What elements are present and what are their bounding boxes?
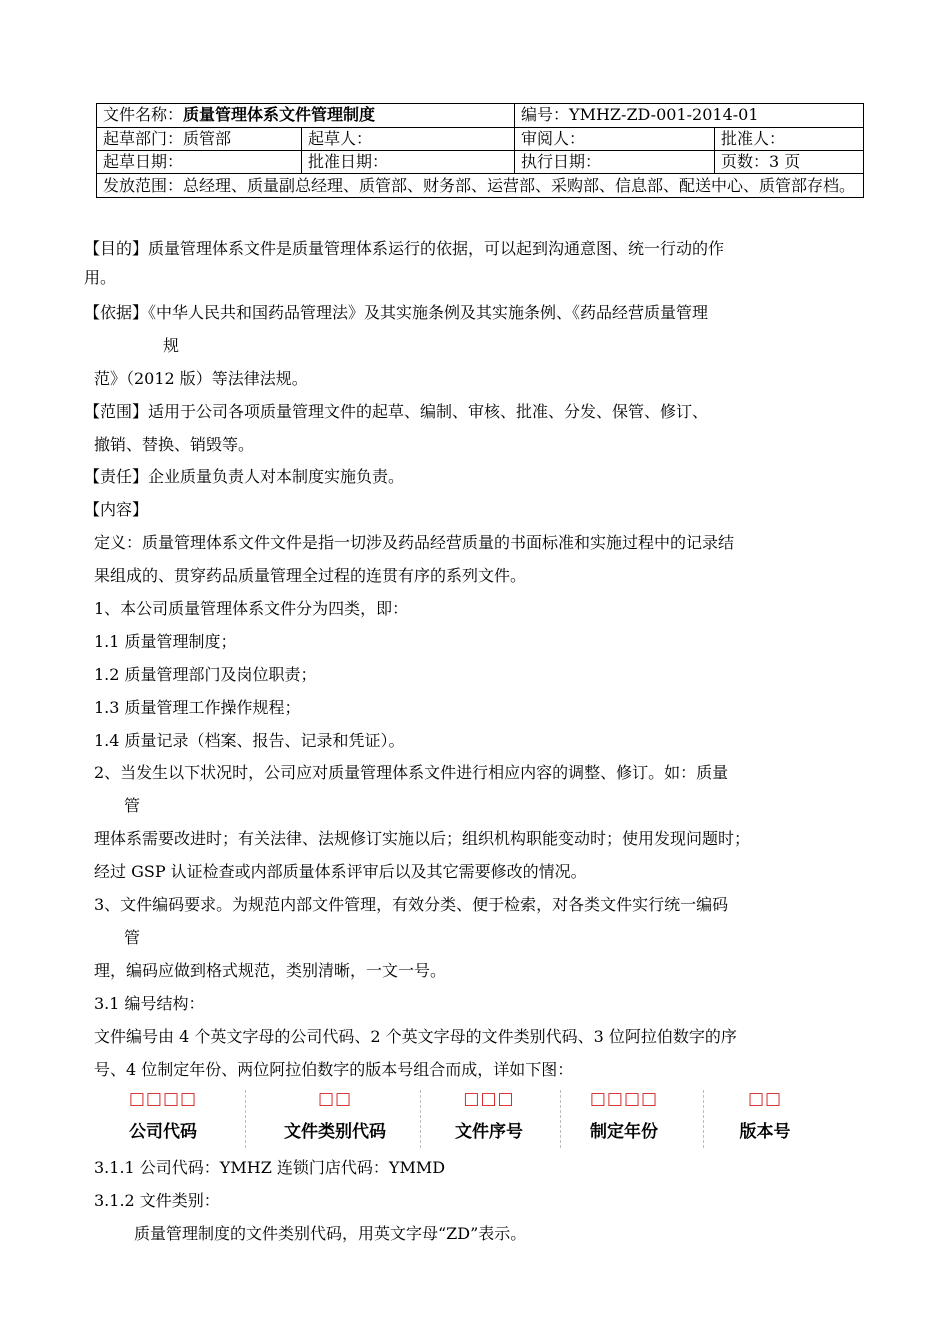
version-code-label: 版本号 <box>739 1122 791 1142</box>
section-1-3: 1.3 质量管理工作操作规程； <box>94 698 301 717</box>
basis-line-cont: 范》（2012 版）等法律法规。 <box>94 369 308 388</box>
code-structure-desc: 文件编号由 4 个英文字母的公司代码、2 个英文字母的文件类别代码、3 位阿拉伯数字的序 <box>94 1027 737 1046</box>
code-part-company <box>96 1086 230 1156</box>
diagram-divider <box>703 1090 704 1148</box>
definition-line-cont: 果组成的、贯穿药品质量管理全过程的连贯有序的系列文件。 <box>94 566 527 585</box>
year-code-boxes: □□□□ <box>589 1089 659 1109</box>
exec-date-cell: 执行日期： <box>515 151 715 174</box>
reviewer-cell: 审阅人： <box>515 128 715 151</box>
section-3: 3、文件编码要求。为规范内部文件管理，有效分类、便于检索，对各类文件实行统一编码 <box>94 895 729 914</box>
diagram-divider <box>420 1090 421 1148</box>
section-2-orphan: 管 <box>124 796 141 815</box>
company-code-label: 公司代码 <box>129 1122 197 1142</box>
scope-line-cont: 撤销、替换、销毁等。 <box>94 435 255 454</box>
code-part-version <box>713 1086 817 1156</box>
basis-line-orphan: 规 <box>163 336 180 355</box>
section-1: 1、本公司质量管理体系文件分为四类，即： <box>94 599 409 618</box>
file-code-cell <box>515 104 864 128</box>
draft-dept-cell: 起草部门：质管部 <box>97 128 302 151</box>
company-code-boxes: □□□□ <box>128 1089 198 1109</box>
content-heading: 【内容】 <box>84 500 149 519</box>
purpose-line: 【目的】质量管理体系文件是质量管理体系运行的依据，可以起到沟通意图、统一行动的作 <box>84 239 725 258</box>
approver-cell: 批准人： <box>715 128 864 151</box>
definition-line: 定义：质量管理体系文件文件是指一切涉及药品经营质量的书面标准和实施过程中的记录结 <box>94 533 735 552</box>
approve-date-cell: 批准日期： <box>302 151 515 174</box>
draft-date-cell: 起草日期： <box>97 151 302 174</box>
section-1-4: 1.4 质量记录（档案、报告、记录和凭证）。 <box>94 731 405 750</box>
section-3-cont: 理，编码应做到格式规范，类别清晰，一文一号。 <box>94 961 447 980</box>
year-code-label: 制定年份 <box>590 1122 658 1142</box>
section-2: 2、当发生以下状况时，公司应对质量管理体系文件进行相应内容的调整、修订。如：质量 <box>94 763 729 782</box>
serial-code-label: 文件序号 <box>455 1122 523 1142</box>
basis-line: 【依据】《中华人民共和国药品管理法》及其实施条例及其实施条例、《药品经营质量管理 <box>84 303 709 322</box>
file-code-value: YMHZ-ZD-001-2014-01 <box>569 105 759 124</box>
code-structure-diagram <box>96 1086 863 1156</box>
section-3-orphan: 管 <box>124 928 141 947</box>
file-name-label: 文件名称： <box>103 105 184 124</box>
section-3-1-1: 3.1.1 公司代码：YMHZ 连锁门店代码：YMMD <box>94 1158 446 1177</box>
section-2-cont: 理体系需要改进时；有关法律、法规修订实施以后；组织机构职能变动时；使用发现问题时； <box>94 829 751 848</box>
category-code-desc: 质量管理制度的文件类别代码，用英文字母“ZD”表示。 <box>134 1224 527 1243</box>
serial-code-boxes: □□□ <box>463 1089 515 1109</box>
section-2-cont-2: 经过 GSP 认证检查或内部质量体系评审后以及其它需要修改的情况。 <box>94 862 587 881</box>
drafter-cell: 起草人： <box>302 128 515 151</box>
section-1-2: 1.2 质量管理部门及岗位职责； <box>94 665 317 684</box>
code-structure-desc-cont: 号、4 位制定年份、两位阿拉伯数字的版本号组合而成，详如下图： <box>94 1060 574 1079</box>
purpose-line-cont: 用。 <box>84 268 117 287</box>
version-code-boxes: □□ <box>747 1089 783 1109</box>
section-3-1-2: 3.1.2 文件类别： <box>94 1191 220 1210</box>
diagram-divider <box>245 1090 246 1148</box>
document-header-table <box>96 103 864 198</box>
scope-line: 【范围】适用于公司各项质量管理文件的起草、编制、审核、批准、分发、保管、修订、 <box>84 402 709 421</box>
code-part-year <box>570 1086 678 1156</box>
code-part-category <box>260 1086 410 1156</box>
file-name-cell <box>97 104 515 128</box>
file-name-value: 质量管理体系文件管理制度 <box>183 105 376 124</box>
distribution-scope-cell: 发放范围：总经理、质量副总经理、质管部、财务部、运营部、采购部、信息部、配送中心、质管部存档。 <box>97 174 864 198</box>
section-1-1: 1.1 质量管理制度； <box>94 632 237 651</box>
category-code-label: 文件类别代码 <box>284 1122 386 1142</box>
section-3-1: 3.1 编号结构： <box>94 994 205 1013</box>
page-count-cell: 页数：3 页 <box>715 151 864 174</box>
diagram-divider <box>560 1090 561 1148</box>
file-code-label: 编号： <box>521 105 570 124</box>
code-part-serial <box>430 1086 548 1156</box>
responsibility-line: 【责任】企业质量负责人对本制度实施负责。 <box>84 467 405 486</box>
category-code-boxes: □□ <box>317 1089 353 1109</box>
